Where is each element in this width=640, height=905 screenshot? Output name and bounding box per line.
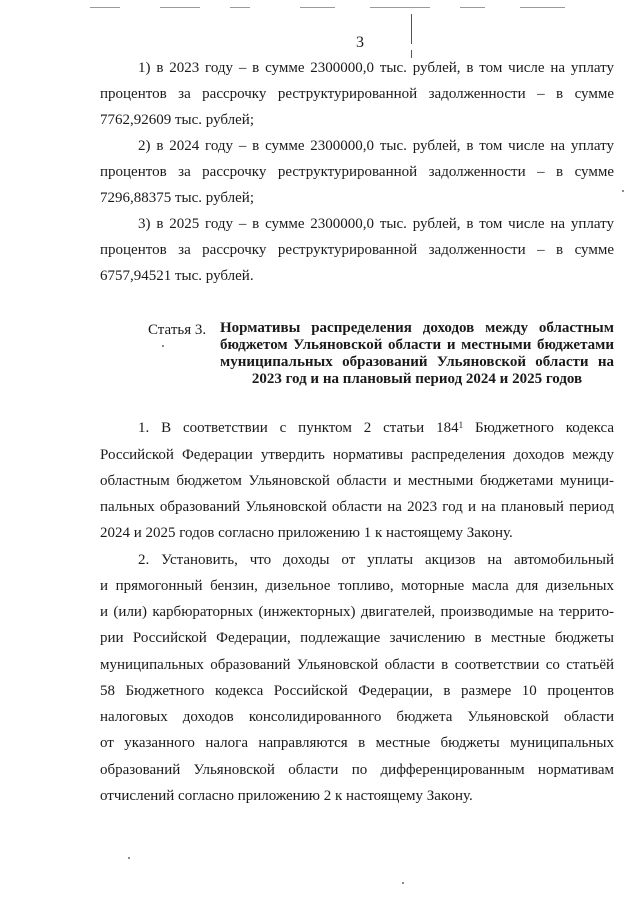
list-item-3-line-3: 6757,94521 тыс. рублей. — [100, 268, 254, 284]
para1-first-line — [138, 418, 614, 438]
list-item-2-line-2: процентов за рассрочку реструктурированной задолженности – в сумме — [100, 164, 614, 180]
article-label: Статья 3. — [148, 322, 207, 338]
list-item-1-line-1: 1) в 2023 году – в сумме 2300000,0 тыс. рублей, в том числе на уплату — [138, 60, 614, 76]
scan-speck — [622, 190, 624, 192]
para2-line: и прямогонный бензин, дизельное топливо, моторные масла для дизельных — [100, 578, 614, 594]
list-item-3-line-1: 3) в 2025 году – в сумме 2300000,0 тыс. рублей, в том числе на уплату — [138, 216, 614, 232]
list-item-3-line-2: процентов за рассрочку реструктурированной задолженности – в сумме — [100, 242, 614, 258]
para1-line: пальных образований Ульяновской области на 2023 год и на плановый период — [100, 499, 614, 515]
para2-line: налоговых доходов консолидированного бюджета Ульяновской области — [100, 709, 614, 725]
list-item-2-line-3: 7296,88375 тыс. рублей; — [100, 190, 254, 206]
scan-speck — [402, 882, 404, 884]
para1-line: Российской Федерации утвердить нормативы распределения доходов между — [100, 447, 614, 463]
para1-superscript: 1 — [458, 420, 464, 430]
para2-line: 58 Бюджетного кодекса Российской Федерации, в размере 10 процентов — [100, 683, 614, 699]
list-item-2-line-1: 2) в 2024 году – в сумме 2300000,0 тыс. рублей, в том числе на уплату — [138, 138, 614, 154]
para1-line: областным бюджетом Ульяновской области и местными бюджетами муници- — [100, 473, 614, 489]
para1-line: 2024 и 2025 годов согласно приложению 1 к настоящему Закону. — [100, 525, 513, 541]
para2-line: рии Российской Федерации, подлежащие зачислению в местные бюджеты — [100, 630, 614, 646]
para1-text-a: 1. В соответствии с пунктом 2 статьи 184 — [138, 420, 459, 436]
para2-line: и (или) карбюраторных (инжекторных) двигателей, производимые на террито- — [100, 604, 614, 620]
para2-line: 2. Установить, что доходы от уплаты акцизов на автомобильный — [138, 552, 614, 568]
scan-speck — [162, 345, 164, 347]
para2-line: образований Ульяновской области по дифференцированным нормативам — [100, 762, 614, 778]
list-item-1-line-3: 7762,92609 тыс. рублей; — [100, 112, 254, 128]
para2-line: от указанного налога направляются в местные бюджеты муниципальных — [100, 735, 614, 751]
article-title: Нормативы распределения доходов между областным бюджетом Ульяновской области и местными бюджетами муниципальных образований Ульяновской области на 2023 год и на плановый период 2024 и 2025 годов — [220, 320, 614, 387]
para2-line: отчислений согласно приложению 2 к настоящему Закону. — [100, 788, 473, 804]
scan-speck — [128, 857, 130, 859]
page-number: 3 — [356, 34, 364, 51]
scan-edge — [0, 0, 640, 12]
para1-text-b: Бюджетного кодекса — [463, 420, 615, 436]
list-item-1-line-2: процентов за рассрочку реструктурированной задолженности – в сумме — [100, 86, 614, 102]
para2-line: муниципальных образований Ульяновской области в соответствии со статьёй — [100, 657, 614, 673]
